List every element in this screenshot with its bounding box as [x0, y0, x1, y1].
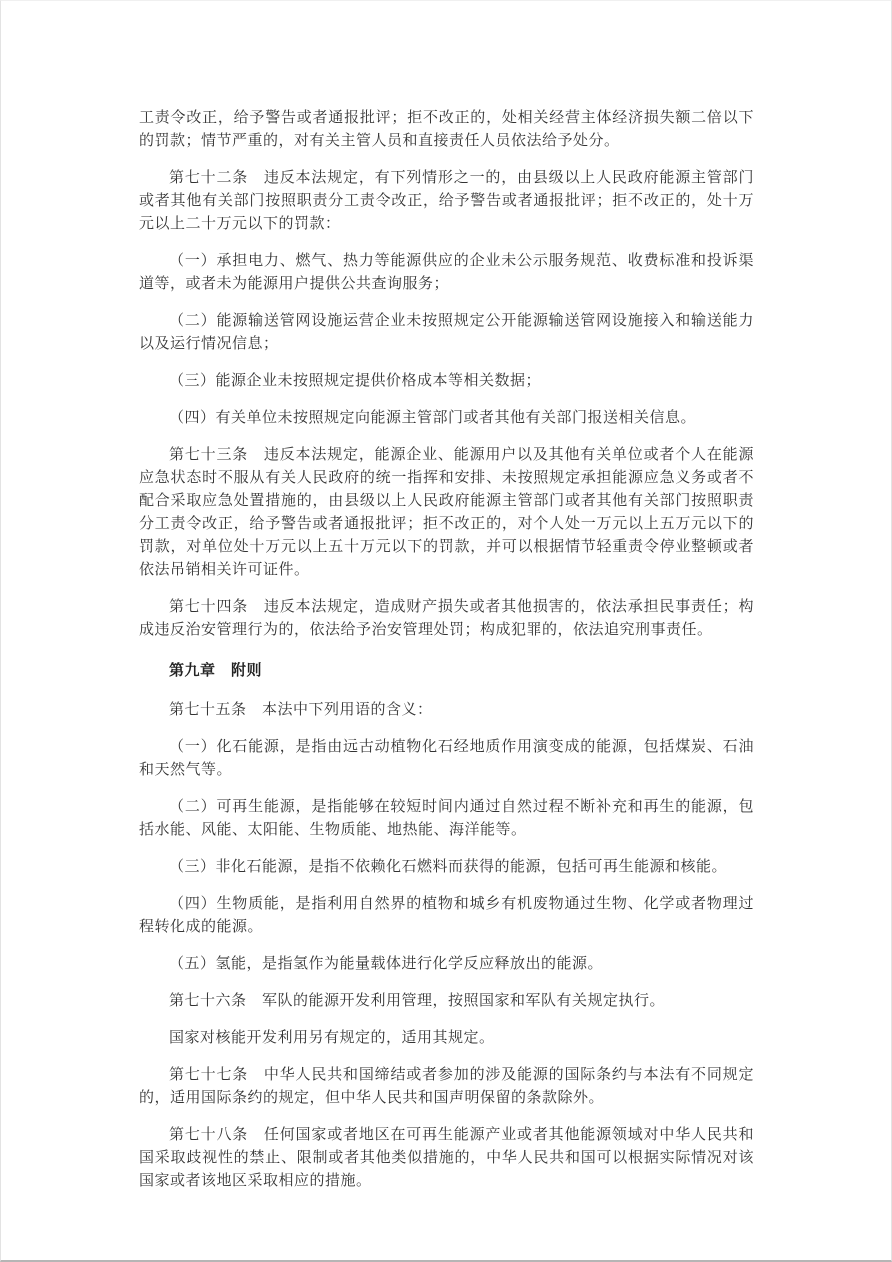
- article-75-item-1: （一）化石能源，是指由远古动植物化石经地质作用演变成的能源，包括煤炭、石油和天然气等。: [139, 739, 754, 778]
- article-76: 第七十六条 军队的能源开发利用管理，按照国家和军队有关规定执行。: [169, 993, 666, 1009]
- article-74: 第七十四条 违反本法规定，造成财产损失或者其他损害的，依法承担民事责任；构成违反治安管理行为的，依法给予治安管理处罚；构成犯罪的，依法追究刑事责任。: [139, 599, 754, 638]
- article-72-item-2: （二）能源输送管网设施运营企业未按照规定公开能源输送管网设施接入和输送能力以及运行情况信息；: [139, 313, 754, 352]
- article-75-item-2: （二）可再生能源，是指能够在较短时间内通过自然过程不断补充和再生的能源，包括水能、风能、太阳能、生物质能、地热能、海洋能等。: [139, 799, 754, 838]
- article-78: 第七十八条 任何国家或者地区在可再生能源产业或者其他能源领域对中华人民共和国采取歧视性的禁止、限制或者其他类似措施的，中华人民共和国可以根据实际情况对该国家或者该地区采取相应的措施。: [139, 1127, 754, 1189]
- article-72-item-3: （三）能源企业未按照规定提供价格成本等相关数据；: [169, 373, 542, 389]
- article-72-item-1: （一）承担电力、燃气、热力等能源供应的企业未公示服务规范、收费标准和投诉渠道等，或者未为能源用户提供公共查询服务；: [139, 253, 754, 292]
- article-77: 第七十七条 中华人民共和国缔结或者参加的涉及能源的国际条约与本法有不同规定的，适用国际条约的规定，但中华人民共和国声明保留的条款除外。: [139, 1067, 754, 1106]
- article-75-item-4: （四）生物质能，是指利用自然界的植物和城乡有机废物通过生物、化学或者物理过程转化成的能源。: [139, 896, 754, 935]
- article-76-para-2: 国家对核能开发利用另有规定的，适用其规定。: [169, 1030, 495, 1046]
- article-72: 第七十二条 违反本法规定，有下列情形之一的，由县级以上人民政府能源主管部门或者其他有关部门按照职责分工责令改正，给予警告或者通报批评；拒不改正的，处十万元以上二十万元以下的罚款：: [139, 170, 754, 232]
- continuation-paragraph: 工责令改正，给予警告或者通报批评；拒不改正的，处相关经营主体经济损失额二倍以下的罚款；情节严重的，对有关主管人员和直接责任人员依法给予处分。: [139, 110, 754, 149]
- chapter-9-heading: 第九章 附则: [169, 663, 263, 679]
- document-body: [1, 1, 891, 1193]
- article-75-item-3: （三）非化石能源，是指不依赖化石燃料而获得的能源，包括可再生能源和核能。: [169, 859, 728, 875]
- article-73: 第七十三条 违反本法规定，能源企业、能源用户以及其他有关单位或者个人在能源应急状态时不服从有关人民政府的统一指挥和安排、未按照规定承担能源应急义务或者不配合采取应急处置措施的，由县级以上人民政府能源主管部门或者其他有关部门按照职责分工责令改正，给予警告或者通报批评；拒不改正的，对个人处一万元以上五万元以下的罚款，对单位处十万元以上五十万元以下的罚款，并可以根据情节轻重责令停业整顿或者依法吊销相关许可证件。: [139, 447, 754, 578]
- article-75: 第七十五条 本法中下列用语的含义：: [169, 702, 433, 718]
- article-72-item-4: （四）有关单位未按照规定向能源主管部门或者其他有关部门报送相关信息。: [169, 410, 697, 426]
- article-75-item-5: （五）氢能，是指氢作为能量载体进行化学反应释放出的能源。: [169, 956, 604, 972]
